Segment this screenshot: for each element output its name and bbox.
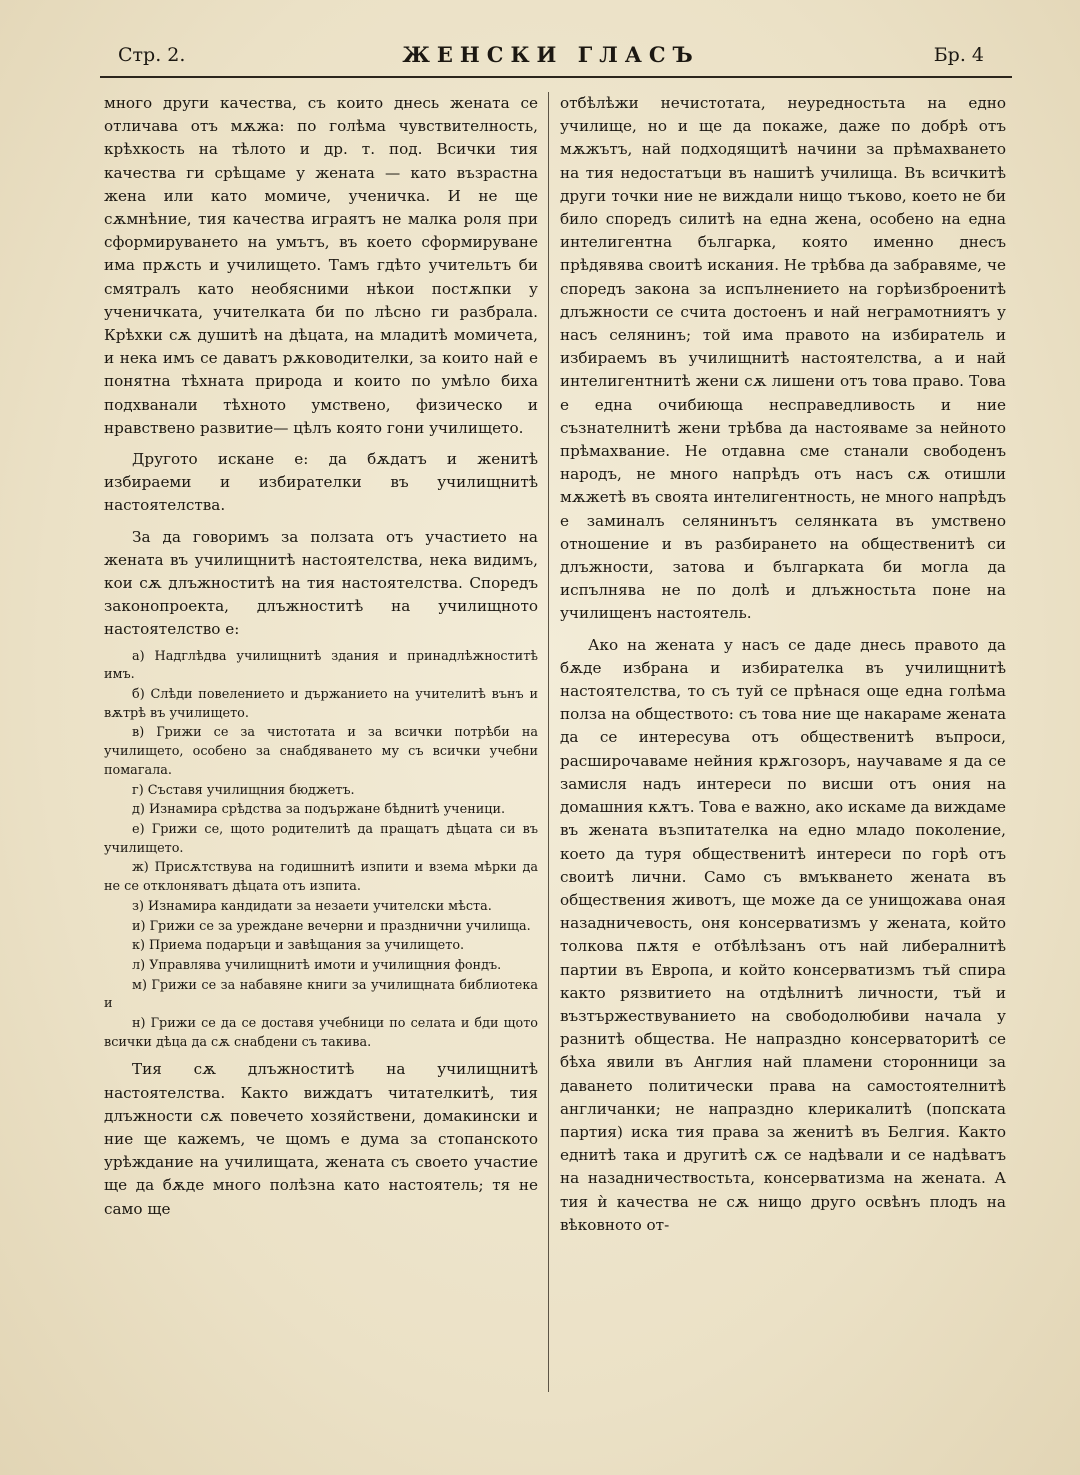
list-item: з) Изнамира кандидати за незаети учителски мѣста. [132,898,492,914]
list-item: в) Грижи се за чистотата и за всички потрѣби на училището, особено за снабдяването му съ всички учебни помагала. [104,725,538,778]
left-paragraph-1: много други качества, съ които днесь жената се отличава отъ мѫжа: по голѣма чувствителность, крѣхкость на тѣлото и др. т. под. Всички тия качества ги срѣщаме у жената — като възрастна жена или като момиче, ученичка. И не ще сѫмнѣние, тия качества играятъ не малка роля при сформируването на умътъ, въ което сформируване има прѫсть и училището. Тамъ гдѣто учительтъ би смятралъ като необясними нѣкои постѫпки у ученичката, учителката би по лѣсно ги разбрала. Крѣхки сѫ душитѣ на дѣцата, на младитѣ момичета, и нека имъ се даватъ рѫководителки, за които най е понятна тѣхната природа и които по умѣло биха подхванали тѣхното умствено, физическо и нравствено развитие— цѣлъ която гони училището. [104,94,538,437]
list-item: м) Грижи се за набавяне книги за училищната библиотека и [104,977,538,1012]
issue-number: Бр. 4 [933,44,984,66]
list-item: и) Грижи се за уреждане вечерни и празднични училища. [132,918,531,934]
header-rule [100,76,1012,78]
list-item: г) Съставя училищния бюджетъ. [132,782,355,798]
left-paragraph-2: Другото искане е: да бѫдатъ и женитѣ избираеми и избирателки въ училищнитѣ настоятелства. [104,450,538,515]
left-paragraph-3: За да говоримъ за ползата отъ участието на жената въ училищнитѣ настоятелства, нека видимъ, кои сѫ длъжноститѣ на тия настоятелства. Споредъ законопроекта, длъжноститѣ на училищното настоятелство е: [104,527,538,639]
list-item: д) Изнамира срѣдства за подържане бѣднитѣ ученици. [132,802,506,818]
list-item: е) Грижи се, щото родителитѣ да пращатъ дѣцата си въ училището. [104,822,538,856]
right-paragraph-2: Ако на жената у насъ се даде днесь правото да бѫде избрана и избирателка въ училищнитѣ настоятелства, то съ туй се прѣнася още една голѣма полза на обществото: съ това ние ще накараме жената да се интересува отъ общественитѣ въпроси, расширочаваме нейния крѫгозоръ, научаваме я да се замисля надъ интереси по висши отъ ония на домашния кѫтъ. Това е важно, ако искаме да виждаме въ жената възпитателка на едно младо поколение, което да туря общественитѣ интереси по горѣ отъ своитѣ лични. Само съ вмъкването жената въ обществения животъ, ще може да се унищожава оная назадничевость, оня консерватизмъ у жената, който толкова пѫтя е отбѣлѣзанъ отъ най либералнитѣ партии въ Европа, и който консерватизмъ тъй спира както рязвитието на отдѣлнитѣ личности, тъй и възтържествуванието на свободолюбиви начала у разнитѣ общества. Не напраздно консерваторитѣ се бѣха явили въ Англия най пламени сторонници за даването политически права на самостоятелнитѣ англичанки; не напраздно клерикалитѣ (попската партия) иска тия права за женитѣ въ Белгия. Както еднитѣ така и другитѣ сѫ се надѣвали и се надѣватъ на назадничествостьта, консерватизма на жената. А тия ѝ качества не сѫ нищо друго освѣнъ плодъ на вѣковното от- [560,635,1006,1234]
page-header [118,40,984,74]
list-item: б) Слѣди повелението и държанието на учителитѣ вънъ и вѫтрѣ въ училището. [104,687,538,721]
list-item: л) Управлява училищнитѣ имоти и училищния фондъ. [132,957,502,973]
masthead-title: ЖЕНСКИ ГЛАСЪ [402,42,700,67]
left-column [104,92,538,1221]
list-item: ж) Присѫтствува на годишнитѣ изпити и взема мѣрки да не се отклоняватъ дѣцата отъ изпита. [104,860,538,895]
list-item: а) Надглѣдва училищнитѣ здания и принадлѣжноститѣ имъ. [104,648,538,683]
list-item: н) Грижи се да се доставя учебници по селата и бди щото всички дѣца да сѫ снабдени съ такива. [104,1016,538,1050]
right-column [560,92,1006,1237]
list-item: к) Приема подаръци и завѣщания за училището. [132,938,465,954]
left-paragraph-4: Тия сѫ длъжноститѣ на училищнитѣ настоятелства. Както виждатъ читателкитѣ, тия длъжности сѫ повечето хозяйствени, домакински и ние ще кажемъ, че щомъ е дума за стопанското урѣждание на училищата, жената съ своето участие ще да бѫде много полѣзна като настоятель; тя не само ще [104,1060,538,1218]
page-number: Стр. 2. [118,44,186,66]
duties-list [104,648,538,1053]
column-divider [548,92,549,1392]
right-paragraph-1: отбѣлѣжи нечистотата, неуредностьта на едно училище, но и ще да покаже, даже по добрѣ отъ мѫжътъ, най подходящитѣ начини за прѣмахването на тия недостатъци въ нашитѣ училища. Въ всичкитѣ други точки ние не виждали нищо тъково, което не би било споредъ силитѣ на една жена, особено на една интелигентна българка, която именно днесъ прѣдявява своитѣ искания. Не трѣбва да забравяме, че споредъ закона за испълнението на горѣизброенитѣ длъжности се счита достоенъ и най неграмотниятъ у насъ селянинъ; той има правото на избиратель и избираемъ въ училищнитѣ настоятелства, а и най интелигентнитѣ жени сѫ лишени отъ това право. Това е една очибиюща несправедливость и ние съзнателнитѣ жени трѣбва да настояваме за нейното прѣмахвание. Не отдавна сме станали свободенъ народъ, не много напрѣдъ отъ насъ сѫ отишли мѫжетѣ въ своята интелигентность, не много напрѣдъ е заминалъ селянинътъ селянката въ умствено отношение и въ разбирането на общественитѣ си длъжности, затова и българката би могла да испълнява не по долѣ и длъжностьта поне на училищенъ настоятель. [560,94,1006,623]
